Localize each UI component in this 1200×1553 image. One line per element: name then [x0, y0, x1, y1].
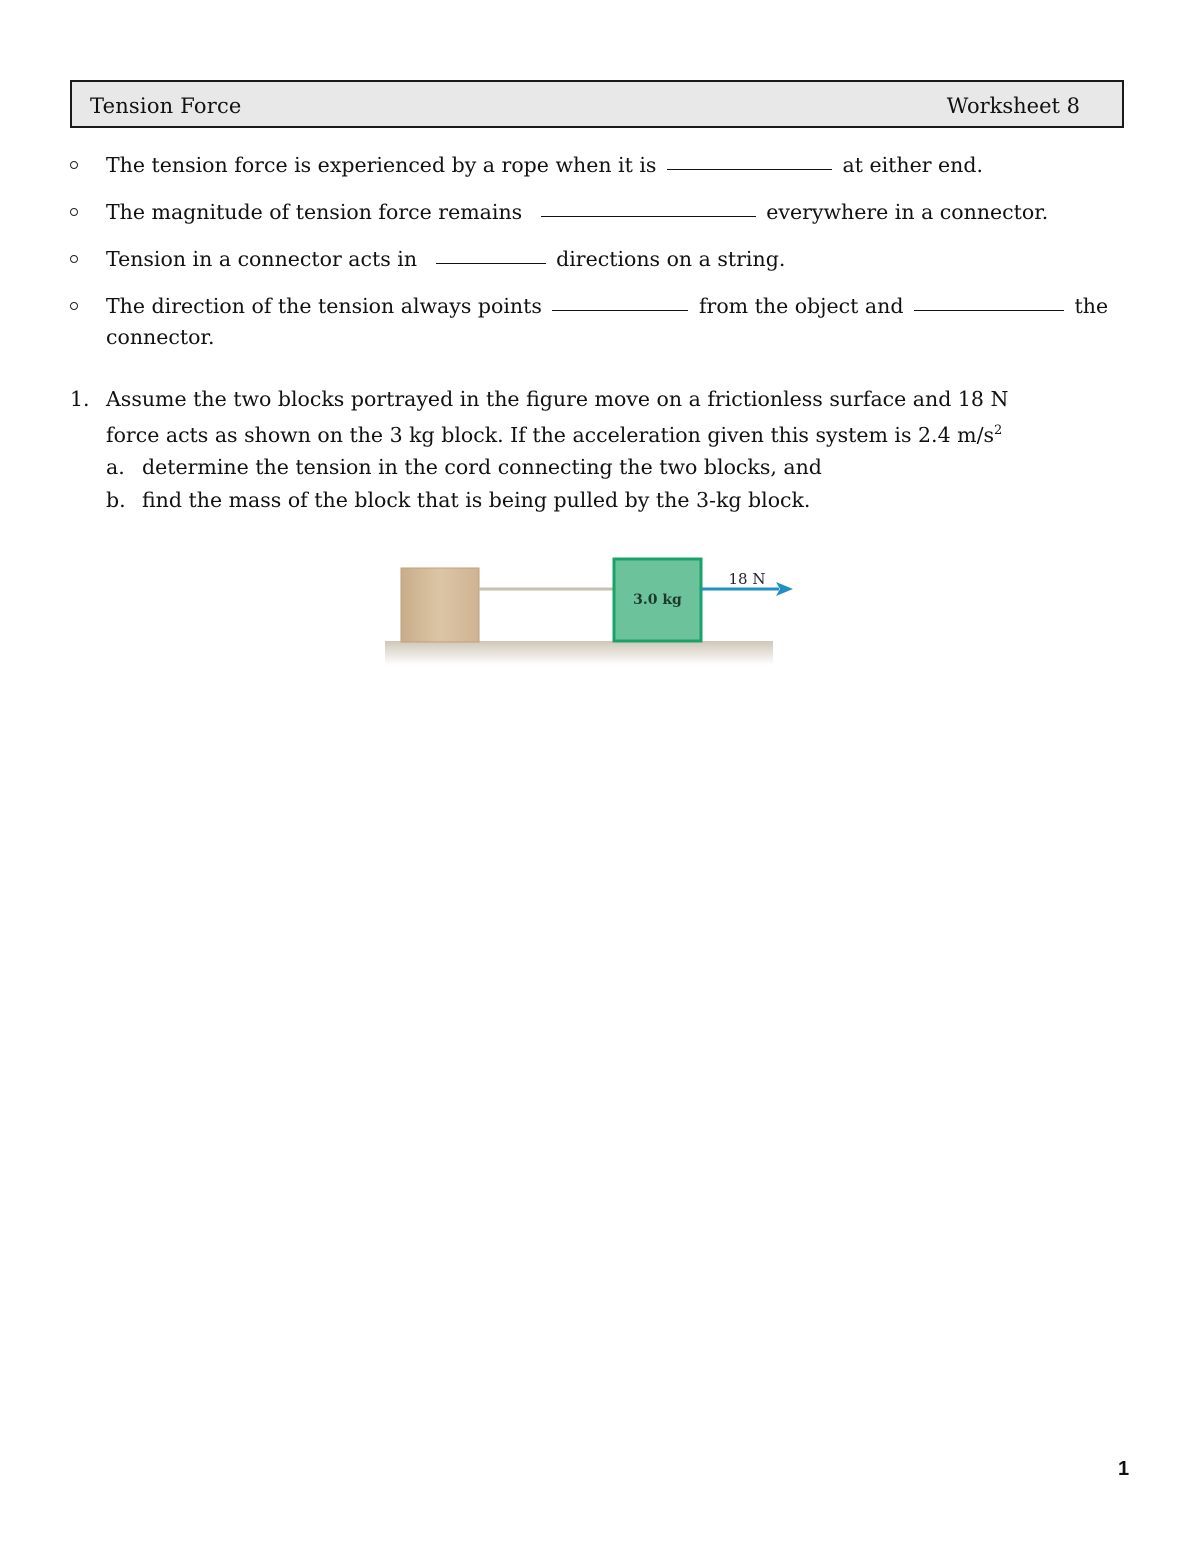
part-text: determine the tension in the cord connecting the two blocks, and	[142, 454, 822, 479]
bullet-item	[70, 291, 1130, 353]
bullet-icon	[70, 302, 78, 310]
bullet-item	[70, 150, 1130, 181]
figure-svg	[383, 557, 803, 669]
question-parts	[106, 451, 1140, 517]
answer-blank[interactable]	[552, 309, 688, 311]
bullet-text: The tension force is experienced by a rope when it is	[106, 153, 657, 177]
bullet-text: at either end.	[842, 153, 984, 177]
bullet-icon	[70, 255, 78, 263]
bullet-text: Tension in a connector acts in	[106, 247, 418, 271]
page-number: 1	[1118, 1458, 1130, 1480]
unknown-mass-block	[401, 568, 479, 642]
question-part-a	[106, 451, 1140, 484]
bullet-text: everywhere in a connector.	[766, 200, 1049, 224]
bullet-text: The direction of the tension always points	[106, 294, 542, 318]
part-letter: a.	[106, 454, 125, 479]
bullet-icon	[70, 161, 78, 169]
part-letter: b.	[106, 487, 126, 512]
bullet-text: The magnitude of tension force remains	[106, 200, 523, 224]
question-1	[70, 383, 1140, 517]
answer-blank[interactable]	[436, 262, 546, 264]
bullet-icon	[70, 208, 78, 216]
question-line: force acts as shown on the 3 kg block. If the acceleration given this system is 2.4 m/s	[106, 422, 994, 447]
answer-blank[interactable]	[914, 309, 1064, 311]
answer-blank[interactable]	[541, 215, 756, 217]
force-label: 18 N	[728, 570, 766, 588]
worksheet-number: Worksheet 8	[946, 94, 1080, 118]
header-divider	[402, 126, 1124, 128]
two-block-figure	[383, 557, 803, 669]
question-number: 1.	[70, 387, 90, 411]
bullet-text: the connector.	[106, 294, 1109, 349]
bullet-item	[70, 244, 1130, 275]
answer-blank[interactable]	[667, 168, 832, 170]
exponent: 2	[994, 423, 1003, 438]
bullet-item	[70, 197, 1130, 228]
concept-bullet-list	[70, 150, 1130, 369]
question-text	[106, 383, 1140, 451]
bullet-text: from the object and	[698, 294, 904, 318]
part-text: find the mass of the block that is being pulled by the 3-kg block.	[142, 487, 811, 512]
bullet-text: directions on a string.	[556, 247, 786, 271]
question-line: Assume the two blocks portrayed in the figure move on a frictionless surface and 18 N	[106, 387, 1009, 411]
ground-surface	[385, 641, 773, 665]
worksheet-header	[70, 80, 1124, 128]
question-part-b	[106, 484, 1140, 517]
block-mass-label: 3.0 kg	[633, 592, 682, 608]
worksheet-title: Tension Force	[90, 94, 242, 118]
